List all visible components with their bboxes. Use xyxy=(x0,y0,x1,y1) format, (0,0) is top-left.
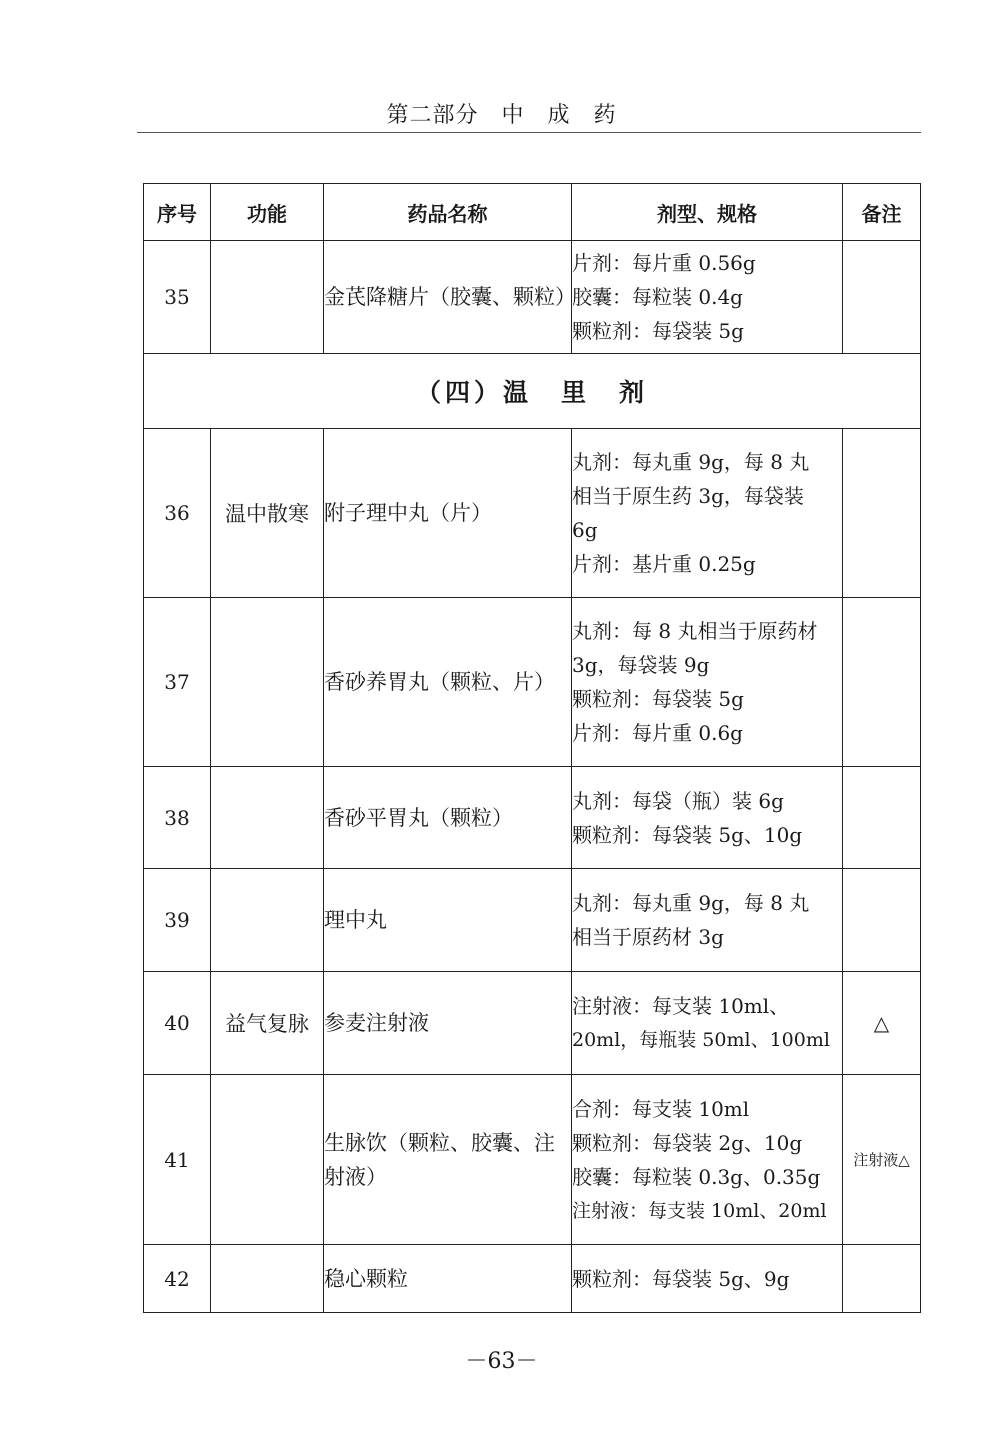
spec-line: 颗粒剂：每袋装 5g xyxy=(572,687,744,711)
section-title: （四）温 里 剂 xyxy=(144,354,921,429)
row-form-spec xyxy=(572,241,843,354)
row-drug-name: 理中丸 xyxy=(324,869,572,972)
spec-line: 丸剂：每 8 丸相当于原药材 xyxy=(572,619,818,643)
table-row xyxy=(144,241,921,354)
spec-line: 20ml，每瓶装 50ml、100ml xyxy=(572,1029,830,1051)
row-drug-name: 附子理中丸（片） xyxy=(324,429,572,598)
row-seq: 41 xyxy=(144,1075,211,1245)
spec-line: 合剂：每支装 10ml xyxy=(572,1096,750,1121)
header-divider xyxy=(137,132,921,133)
row-note xyxy=(843,598,921,767)
row-drug-name: 金芪降糖片（胶囊、颗粒） xyxy=(324,241,572,354)
spec-line: 丸剂：每丸重 9g，每 8 丸 xyxy=(572,891,810,915)
table-row xyxy=(144,869,921,972)
spec-line: 6g xyxy=(572,518,598,542)
column-header-function: 功能 xyxy=(211,184,324,241)
row-seq: 40 xyxy=(144,972,211,1075)
table-row xyxy=(144,1245,921,1313)
spec-line: 颗粒剂：每袋装 5g、10g xyxy=(572,822,803,847)
table-header-row xyxy=(144,184,921,241)
column-header-seq: 序号 xyxy=(144,184,211,241)
column-header-drug-name: 药品名称 xyxy=(324,184,572,241)
table-row xyxy=(144,972,921,1075)
spec-line: 注射液：每支装 10ml、20ml xyxy=(572,1199,827,1222)
spec-line: 片剂：每片重 0.6g xyxy=(572,721,743,745)
row-function xyxy=(211,1075,324,1245)
row-form-spec xyxy=(572,598,843,767)
spec-line: 颗粒剂：每袋装 5g、9g xyxy=(572,1266,790,1291)
row-form-spec xyxy=(572,767,843,869)
row-note xyxy=(843,869,921,972)
drug-table xyxy=(143,183,921,1313)
column-header-notes: 备注 xyxy=(843,184,921,241)
row-form-spec xyxy=(572,1245,843,1313)
row-function xyxy=(211,767,324,869)
row-form-spec xyxy=(572,429,843,598)
spec-line: 丸剂：每袋（瓶）装 6g xyxy=(572,788,784,813)
row-function: 温中散寒 xyxy=(211,429,324,598)
row-note: 注射液△ xyxy=(843,1075,921,1245)
row-note xyxy=(843,1245,921,1313)
spec-line: 胶囊：每粒装 0.3g、0.35g xyxy=(572,1164,821,1189)
row-seq: 36 xyxy=(144,429,211,598)
spec-line: 颗粒剂：每袋装 5g xyxy=(572,319,744,343)
column-header-form-spec: 剂型、规格 xyxy=(572,184,843,241)
row-seq: 42 xyxy=(144,1245,211,1313)
row-function xyxy=(211,1245,324,1313)
spec-line: 颗粒剂：每袋装 2g、10g xyxy=(572,1130,803,1155)
row-form-spec xyxy=(572,869,843,972)
page-number: －63－ xyxy=(465,1349,538,1374)
spec-line: 3g，每袋装 9g xyxy=(572,653,710,677)
row-function xyxy=(211,598,324,767)
table-row xyxy=(144,1075,921,1245)
row-drug-name: 香砂平胃丸（颗粒） xyxy=(324,767,572,869)
row-drug-name: 香砂养胃丸（颗粒、片） xyxy=(324,598,572,767)
row-seq: 38 xyxy=(144,767,211,869)
spec-line: 相当于原生药 3g，每袋装 xyxy=(572,484,804,508)
row-note xyxy=(843,429,921,598)
table-row xyxy=(144,429,921,598)
spec-line: 片剂：基片重 0.25g xyxy=(572,552,756,576)
row-function xyxy=(211,869,324,972)
spec-line: 胶囊：每粒装 0.4g xyxy=(572,285,743,309)
row-seq: 35 xyxy=(144,241,211,354)
row-seq: 37 xyxy=(144,598,211,767)
row-drug-name: 稳心颗粒 xyxy=(324,1245,572,1313)
row-note xyxy=(843,241,921,354)
spec-line: 片剂：每片重 0.56g xyxy=(572,251,756,275)
row-form-spec xyxy=(572,1075,843,1245)
spec-line: 相当于原药材 3g xyxy=(572,925,724,949)
row-seq: 39 xyxy=(144,869,211,972)
row-note-triangle: △ xyxy=(843,972,921,1075)
row-function xyxy=(211,241,324,354)
table-row xyxy=(144,598,921,767)
row-form-spec xyxy=(572,972,843,1075)
page-header-title: 第二部分 中 成 药 xyxy=(386,103,617,128)
spec-line: 注射液：每支装 10ml、 xyxy=(572,994,790,1018)
row-drug-name: 参麦注射液 xyxy=(324,972,572,1075)
spec-line: 丸剂：每丸重 9g，每 8 丸 xyxy=(572,450,810,474)
row-function: 益气复脉 xyxy=(211,972,324,1075)
section-row xyxy=(144,354,921,429)
table-row xyxy=(144,767,921,869)
row-note xyxy=(843,767,921,869)
row-drug-name: 生脉饮（颗粒、胶囊、注射液） xyxy=(324,1075,572,1245)
